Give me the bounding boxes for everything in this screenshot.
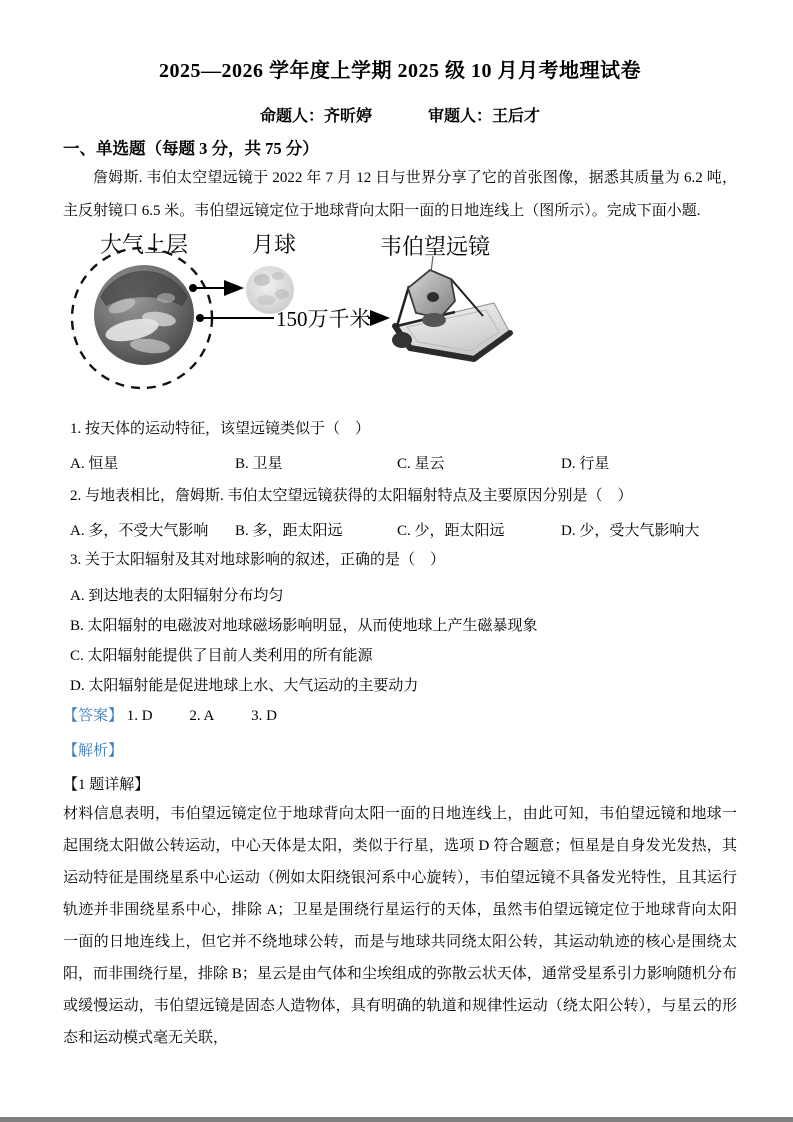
option-3b: B. 太阳辐射的电磁波对地球磁场影响明显，从而使地球上产生磁暴现象 xyxy=(70,618,538,634)
earth-image xyxy=(94,265,194,365)
option-1a: A. 恒星 xyxy=(70,456,119,472)
option-2b: B. 多，距太阳远 xyxy=(235,523,343,539)
section-heading: 一、单选题（每题 3 分，共 75 分） xyxy=(63,139,319,158)
question-2-options xyxy=(63,519,737,540)
detail-heading: 【1 题详解】 xyxy=(63,777,150,793)
option-2c: C. 少，距太阳远 xyxy=(397,523,505,539)
telescope-label: 韦伯望远镜 xyxy=(380,234,491,259)
telescope-diagram-svg xyxy=(62,226,522,418)
answer-3: 3. D xyxy=(251,708,277,724)
question-3-options xyxy=(63,581,737,701)
moon-label: 月球 xyxy=(252,232,297,257)
option-3c: C. 太阳辐射能提供了目前人类利用的所有能源 xyxy=(70,648,373,664)
option-1c: C. 星云 xyxy=(397,456,445,472)
page-title: 2025—2026 学年度上学期 2025 级 10 月月考地理试卷 xyxy=(159,60,641,82)
reviewer-name: 审题人：王后才 xyxy=(428,108,541,125)
question-2: 2. 与地表相比，詹姆斯. 韦伯太空望远镜获得的太阳辐射特点及主要原因分别是（ ） xyxy=(70,488,633,504)
question-1-options xyxy=(63,452,737,473)
atmosphere-label: 大气上层 xyxy=(100,232,189,257)
telescope-image xyxy=(392,256,510,359)
earth-moon-arrow xyxy=(189,284,240,292)
answer-1: 1. D xyxy=(126,708,153,724)
authors-line xyxy=(63,103,737,126)
option-3d: D. 太阳辐射能是促进地球上水、大气运动的主要动力 xyxy=(70,678,419,694)
answers-label: 【答案】 xyxy=(63,708,124,724)
page-break-bar xyxy=(0,1117,793,1122)
option-2a: A. 多，不受大气影响 xyxy=(70,523,209,539)
distance-arrow xyxy=(196,307,386,331)
intro-paragraph: 詹姆斯. 韦伯太空望远镜于 2022 年 7 月 12 日与世界分享了它的首张图像，据悉其质量为 6.2 吨，主反射镜口 6.5 米。韦伯望远镜定位于地球背向太阳一面的日地连线上（图所示）。完成下面小题. xyxy=(63,170,737,219)
question-1: 1. 按天体的运动特征，该望远镜类似于（ ） xyxy=(70,421,371,437)
option-1d: D. 行星 xyxy=(561,456,610,472)
question-3: 3. 关于太阳辐射及其对地球影响的叙述，正确的是（ ） xyxy=(70,552,446,568)
answer-2: 2. A xyxy=(189,708,215,724)
option-3a: A. 到达地表的太阳辐射分布均匀 xyxy=(70,588,284,604)
telescope-figure xyxy=(62,226,522,418)
option-1b: B. 卫星 xyxy=(235,456,283,472)
setter-name: 命题人：齐昕婷 xyxy=(259,108,372,125)
answers-line xyxy=(63,704,737,725)
analysis-label: 【解析】 xyxy=(63,743,124,759)
explanation-paragraph: 材料信息表明，韦伯望远镜定位于地球背向太阳一面的日地连线上，由此可知，韦伯望远镜和地球一起围绕太阳做公转运动，中心天体是太阳，类似于行星，选项 D 符合题意；恒星是自身发光发热，其运动特征是围绕星系中心运动（例如太阳绕银河系中心旋转），韦伯望远镜不具备发光特性，且其运行轨迹并非围绕星系中心，排除 A；卫星是围绕行星运行的天体，虽然韦伯望远镜定位于地球背向太阳一面的日地连线上，但它并不绕地球公转，而是与地球共同绕太阳公转，其运动轨迹的核心是围绕太阳，而非围绕行星，排除 B；星云是由气体和尘埃组成的弥散云状天体，通常受星系引力影响随机分布或缓慢运动，韦伯望远镜是固态人造物体，具有明确的轨道和规律性运动（绕太阳公转），与星云的形态和运动模式毫无关联， xyxy=(63,806,737,1046)
distance-label: 150万千米 xyxy=(276,307,371,331)
option-2d: D. 少，受大气影响大 xyxy=(561,523,700,539)
